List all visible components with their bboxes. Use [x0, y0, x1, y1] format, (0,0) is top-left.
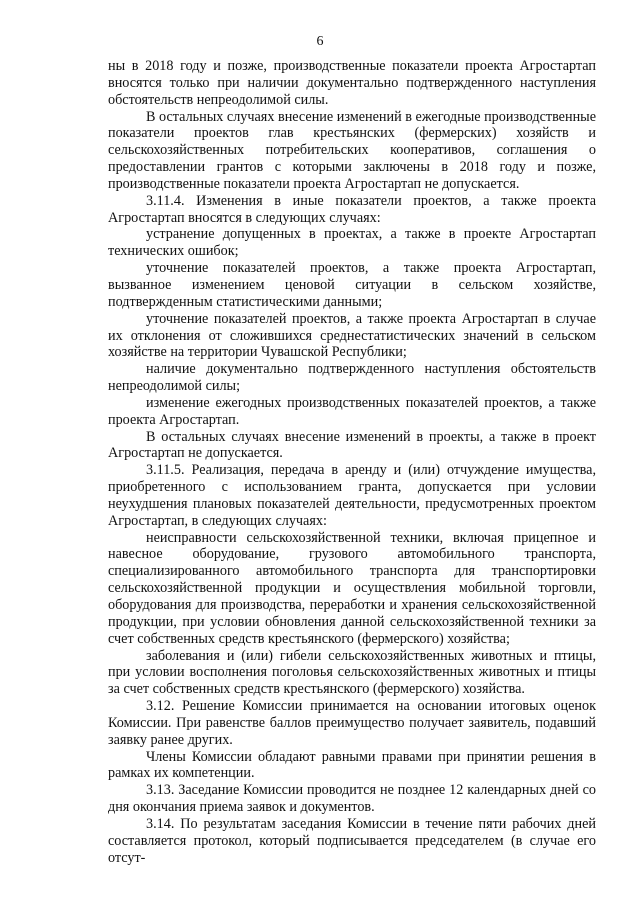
paragraph-3-14: 3.14. По результатам заседания Комиссии в течение пяти рабочих дней составляется протокол, который подписывается председателем (в случае его отсут- [108, 815, 596, 866]
list-item: наличие документально подтвержденного наступления обстоятельств непреодолимой силы; [108, 361, 596, 395]
list-item: устранение допущенных в проектах, а также в проекте Агростартап технических ошибок; [108, 226, 596, 260]
page-number: 6 [316, 34, 324, 49]
paragraph: Члены Комиссии обладают равными правами при принятии решения в рамках их компетенции. [108, 748, 596, 782]
list-item: заболевания и (или) гибели сельскохозяйственных животных и птицы, при условии восполнения поголовья сельскохозяйственных животных и птицы за счет собственных средств крестьянского (фермерского) хозяйства. [108, 647, 596, 698]
document-body [108, 58, 596, 867]
paragraph: В остальных случаях внесение изменений в ежегодные производственные показатели проектов глав крестьянских (фермерских) хозяйств и сельскохозяйственных потребительских кооперативов, соглашения о предоставлении грантов с которыми заключены в 2018 году и позже, производственные показатели проекта Агростартап не допускается. [108, 108, 596, 192]
list-item: уточнение показателей проектов, а также проекта Агростартап в случае их отклонения от сложившихся среднестатистических значений в сельском хозяйстве на территории Чувашской Республики; [108, 310, 596, 361]
list-item: неисправности сельскохозяйственной техники, включая прицепное и навесное оборудование, грузового автомобильного транспорта, специализированного автомобильного транспорта для транспортировки сельскохозяйственной продукции и осуществления мобильной торговли, оборудования для производства, переработки и хранения сельскохозяйственной продукции, при условии обновления данной сельскохозяйственной техники за счет собственных средств крестьянского (фермерского) хозяйства; [108, 529, 596, 647]
list-item: изменение ежегодных производственных показателей проектов, а также проекта Агростартап. [108, 394, 596, 428]
paragraph-continuation: ны в 2018 году и позже, производственные показатели проекта Агростартап вносятся только при наличии документально подтвержденного наступления обстоятельств непреодолимой силы. [108, 58, 596, 108]
paragraph-3-11-5: 3.11.5. Реализация, передача в аренду и (или) отчуждение имущества, приобретенного с использованием гранта, допускается при условии неухудшения плановых показателей деятельности, предусмотренных проектом Агростартап, в следующих случаях: [108, 462, 596, 529]
paragraph-3-12: 3.12. Решение Комиссии принимается на основании итоговых оценок Комиссии. При равенстве баллов преимущество получает заявитель, подавший заявку ранее других. [108, 698, 596, 748]
list-item: уточнение показателей проектов, а также проекта Агростартап, вызванное изменением ценовой ситуации в сельском хозяйстве, подтвержденным статистическими данными; [108, 260, 596, 310]
paragraph-3-13: 3.13. Заседание Комиссии проводится не позднее 12 календарных дней со дня окончания приема заявок и документов. [108, 782, 596, 816]
paragraph: В остальных случаях внесение изменений в проекты, а также в проект Агростартап не допускается. [108, 428, 596, 462]
paragraph-3-11-4: 3.11.4. Изменения в иные показатели проектов, а также проекта Агростартап вносятся в следующих случаях: [108, 192, 596, 226]
